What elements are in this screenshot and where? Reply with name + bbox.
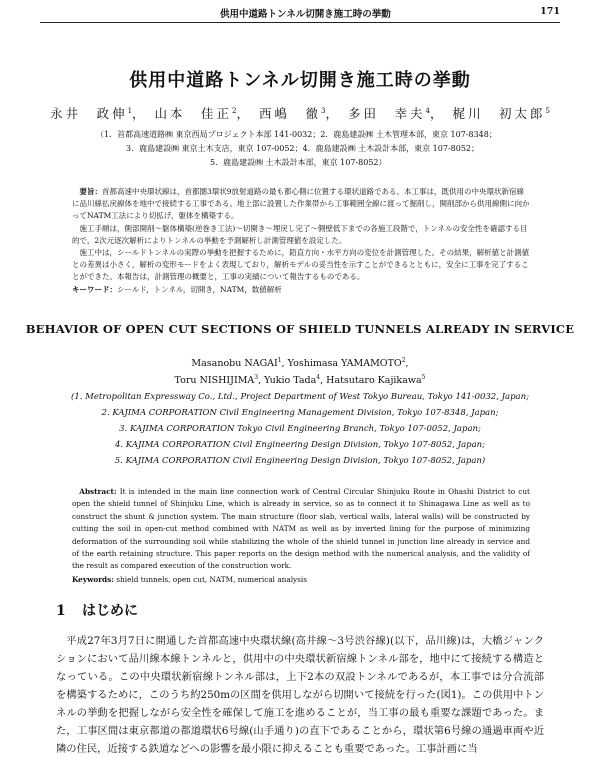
section-body bbox=[56, 632, 544, 758]
affiliation-en: 4. KAJIMA CORPORATION Civil Engineering Design Division, Tokyo 107-8052, Japan; bbox=[115, 440, 485, 450]
abstract-jp bbox=[72, 186, 530, 296]
header-rule bbox=[40, 22, 560, 23]
abstract-en-para: Abstract: It is intended in the main line connection work of Central Circular Shinjuku Route in Ohashi District to cut open the shield tunnel of Shinjuku Line, which is already in service, so as to connect it to Shinagawa Line as well as to construct the shunt & junction system. The main structure (floor slab, vertical walls, lateral walls) will be constructed by cutting the soil in open-cut method combined with NATM as well as by inverted lining for the purpose of minimizing deformation of the surrounding soil while stabilizing the whole of the shield tunnel in junction line already in service and of the earth retaining structure. This paper reports on the design method with the numerical analysis, and the validity of the result as compared execution of the construction work. bbox=[72, 487, 530, 571]
section-title: はじめに bbox=[82, 603, 138, 619]
running-header bbox=[40, 6, 560, 20]
author-list-en: Toru NISHIJIMA$^3$, Yukio Tada$^4$, Hatsutaro Kajikawa$^5$ bbox=[174, 374, 426, 387]
keywords-jp: キーワード：シールド，トンネル，切開き，NATM，数値解析 bbox=[72, 284, 282, 294]
author-en: Masanobu NAGAI$^1$ bbox=[191, 357, 282, 370]
author-jp: 梶川 初太郎$^5$ bbox=[452, 106, 550, 121]
author-jp: 永井 政伸$^1$ bbox=[50, 106, 133, 121]
author-en: Yoshimasa YAMAMOTO$^2$ bbox=[287, 357, 406, 370]
body-paragraph: 平成27年3月7日に開通した首都高速中央環状線(高井線～3号渋谷線)(以下，品川線)は，大橋ジャンクションにおいて品川線本線トンネルと，供用中の中央環状新宿線トンネル部を，地中にて接続する構造となっている。この中央環状新宿線トンネル部は，上下2本の双設トンネルであるが，本工事では分合流部を構築するために，このうち約250mの区間を供用しながら切開いて接続を行った(図1)。この供用中トンネルの挙動を把握しながら安全性を確保して施工を進めることが，当工事の最も重要な課題であった。また，工事区間は東京都道の都道環状6号線(山手通り)の直下であることから，環状第6号線の通過車両や近隣の住民，近接する鉄道などへの影響を最小限に抑えることも重要であった。工事計画に当 bbox=[56, 635, 544, 755]
affiliation-en: 3. KAJIMA CORPORATION Tokyo Civil Engineering Branch, Tokyo 107-0052, Japan; bbox=[119, 424, 481, 434]
paper-title-jp: 供用中道路トンネル切開き施工時の挙動 bbox=[129, 70, 471, 91]
affiliation-en: 2. KAJIMA CORPORATION Civil Engineering Management Division, Tokyo 107-8348, Japan; bbox=[101, 408, 499, 418]
author-jp: 山本 佳正$^2$ bbox=[154, 106, 237, 121]
abstract-en bbox=[72, 486, 530, 586]
author-en: Hatsutaro Kajikawa$^5$ bbox=[326, 374, 426, 387]
running-title: 供用中道路トンネル切開き施工時の挙動 bbox=[220, 9, 391, 20]
abstract-jp-para: 施工手順は，側部開削～躯体構築(逆巻き工法)～切開き～埋戻し完了～側壁低下までの各施工段階で，トンネルの安全性を確認する目的で，2次元逐次解析によりトンネルの挙動を予測解析し計測管理値を設定した。 bbox=[72, 223, 528, 245]
author-list-en: Masanobu NAGAI$^1$, Yoshimasa YAMAMOTO$^2$, bbox=[191, 357, 409, 370]
keywords-en: Keywords: shield tunnels, open cut, NATM, numerical analysis bbox=[72, 574, 308, 584]
affiliation-en: (1. Metropolitan Expressway Co., Ltd., Project Department of West Tokyo Bureau, Tokyo 141-0032, Japan; bbox=[71, 392, 529, 402]
author-en: Toru NISHIJIMA$^3$ bbox=[174, 374, 259, 387]
abstract-jp-para: 施工中は，シールドトンネルの実際の挙動を把握するために，鉛直方向・水平方向の変位を計測管理した。その結果，解析値と計測値との差異は小さく，解析の変形モードをよく表現しており，解析モデルの妥当性を示すことができるとともに，安全に工事を完了することができた。本報告は，計測管理の概要と，工事の実績について報告するものである。 bbox=[72, 248, 530, 282]
affiliation-jp: 5．鹿島建設㈱ 土木設計本部，東京 107-8052） bbox=[210, 158, 387, 167]
author-en: Yukio Tada$^4$ bbox=[264, 374, 321, 387]
paper-title-en: BEHAVIOR OF OPEN CUT SECTIONS OF SHIELD TUNNELS ALREADY IN SERVICE bbox=[25, 322, 575, 336]
page-number: 171 bbox=[540, 6, 560, 17]
abstract-jp-para: 要旨：首都高速中央環状線は，首都圏3環状9放射道路の最も都心側に位置する環状道路である。本工事は，既供用の中央環状新宿線に品川線払戻線体を地中で接続する工事である。地上部に設置した作業帯から工事範囲全線に渡って掘削し，開削部から供用線側に向かってNATM工法により切拡げ，躯体を構築する。 bbox=[72, 187, 530, 221]
author-list-jp: 永井 政伸$^1$， 山本 佳正$^2$， 西嶋 徹$^3$， 多田 幸夫$^4$， 梶川 初太郎$^5$ bbox=[50, 106, 550, 121]
section-number: 1 bbox=[56, 603, 66, 619]
author-jp: 多田 幸夫$^4$ bbox=[347, 106, 430, 121]
section-heading bbox=[56, 600, 138, 620]
affiliation-jp: （1．首都高速道路㈱ 東京西局プロジェクト本部 141-0032；2．鹿島建設㈱ 土木管理本部，東京 107-8348； bbox=[96, 130, 497, 139]
affiliation-jp: 3．鹿島建設㈱ 東京土木支店，東京 107-0052；4．鹿島建設㈱ 土木設計本部，東京 107-8052； bbox=[126, 144, 480, 153]
affiliation-en: 5. KAJIMA CORPORATION Civil Engineering Design Division, Tokyo 107-8052, Japan) bbox=[114, 456, 486, 466]
author-jp: 西嶋 徹$^3$ bbox=[259, 106, 326, 121]
